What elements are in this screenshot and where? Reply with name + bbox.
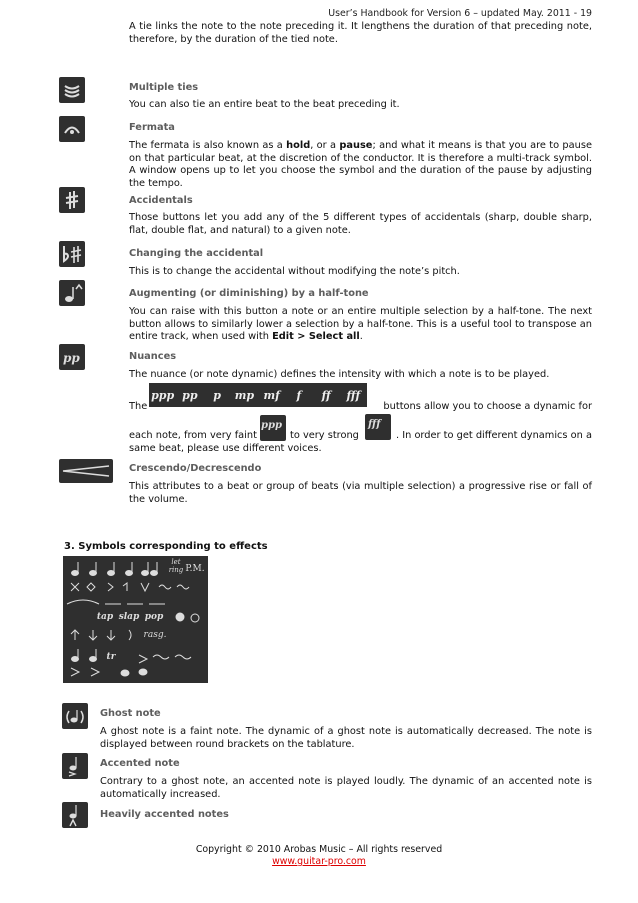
ghost-text: A ghost note is a faint note. The dynamic of a ghost note is automatically decreased. The note is displayed between round brackets on the tablature. bbox=[100, 726, 592, 750]
dynamic-ppp-button[interactable] bbox=[260, 415, 286, 441]
dynamic-fff-button[interactable] bbox=[365, 414, 391, 440]
tap-label: tap bbox=[96, 612, 114, 622]
changing-text: This is to change the accidental without modifying the note’s pitch. bbox=[129, 266, 460, 277]
ghost-heading: Ghost note bbox=[100, 708, 161, 719]
augmenting-heading: Augmenting (or diminishing) by a half-tone bbox=[129, 288, 369, 299]
nuances-each2: to very strong bbox=[290, 430, 359, 441]
sharp-icon[interactable] bbox=[59, 187, 85, 213]
flat-sharp-icon[interactable] bbox=[59, 241, 85, 267]
slap-label: slap bbox=[118, 612, 140, 622]
nuances-buttons-text: buttons allow you to choose a dynamic for bbox=[383, 401, 592, 412]
ghost-note-icon[interactable] bbox=[62, 703, 88, 729]
half-tone-up-icon[interactable] bbox=[59, 280, 85, 306]
nuances-each1: each note, from very faint bbox=[129, 430, 257, 441]
heavily-heading: Heavily accented notes bbox=[100, 809, 229, 820]
nuances-last: same beat, please use different voices. bbox=[129, 443, 322, 454]
accented-text: Contrary to a ghost note, an accented note is played loudly. The dynamic of an accented note is automatically increased. bbox=[100, 776, 592, 800]
trill-label: tr bbox=[106, 652, 116, 662]
svg-text:pp: pp bbox=[63, 351, 80, 365]
page-header: User’s Handbook for Version 6 – updated May. 2011 - 19 bbox=[328, 8, 592, 19]
footer-link-wrap bbox=[0, 856, 638, 867]
nuances-heading: Nuances bbox=[129, 351, 177, 362]
augmenting-text: You can raise with this button a note or an entire multiple selection by a half-tone. The next button allows to similarly lower a selection by a half-tone. This is a useful tool to transpose an entire track, when used with Edit > Select all. bbox=[129, 306, 592, 342]
fermata-icon[interactable] bbox=[59, 116, 85, 142]
let-ring-label: let ring bbox=[168, 558, 184, 574]
dynamic-ff-button[interactable]: ff bbox=[321, 388, 331, 402]
nuances-the: The bbox=[129, 401, 148, 412]
multiple-ties-heading: Multiple ties bbox=[129, 82, 199, 93]
dynamic-mf-button[interactable]: mf bbox=[263, 388, 280, 402]
pop-label: pop bbox=[144, 612, 164, 622]
effects-palette bbox=[63, 556, 208, 683]
multiple-ties-icon[interactable] bbox=[59, 77, 85, 103]
crescendo-icon[interactable] bbox=[59, 459, 113, 483]
crescendo-heading: Crescendo/Decrescendo bbox=[129, 463, 262, 474]
accented-heading: Accented note bbox=[100, 758, 180, 769]
multiple-ties-text: You can also tie an entire beat to the beat preceding it. bbox=[129, 99, 400, 110]
nuance-pp-icon[interactable] bbox=[59, 344, 85, 370]
section-3-heading: 3. Symbols corresponding to effects bbox=[64, 541, 268, 552]
crescendo-text: This attributes to a beat or group of beats (via multiple selection) a progressive rise or fall of the volume. bbox=[129, 481, 592, 505]
accented-note-icon[interactable] bbox=[62, 753, 88, 779]
dynamics-toolbar bbox=[149, 383, 367, 407]
footer-copyright: Copyright © 2010 Arobas Music – All rights reserved bbox=[195, 844, 443, 855]
rasgueado-label: rasg. bbox=[143, 630, 167, 640]
nuances-text: The nuance (or note dynamic) defines the intensity with which a note is to be played. bbox=[129, 369, 550, 380]
dynamic-mp-button[interactable]: mp bbox=[234, 388, 255, 402]
heavily-accented-note-icon[interactable] bbox=[62, 802, 88, 828]
fermata-text: The fermata is also known as a hold, or a pause; and what it means is that you are to pause on that particular beat, at the discretion of the conductor. It is therefore a multi-track symbol. A window opens up to let you choose the symbol and the duration of the pause by adjusting the tempo. bbox=[129, 140, 592, 189]
dynamic-pp-button[interactable]: pp bbox=[182, 388, 198, 402]
tie-text: A tie links the note to the note preceding it. It lengthens the duration of that preceding note, therefore, by the duration of the tied note. bbox=[129, 21, 592, 45]
svg-text:fff: fff bbox=[368, 419, 381, 430]
fermata-heading: Fermata bbox=[129, 122, 175, 133]
svg-text:ppp: ppp bbox=[261, 420, 282, 431]
footer-url-link[interactable]: www.guitar-pro.com bbox=[272, 856, 366, 867]
palm-mute-label: P.M. bbox=[185, 564, 205, 574]
dynamic-ppp-button[interactable]: ppp bbox=[151, 388, 175, 402]
accidentals-heading: Accidentals bbox=[129, 195, 193, 206]
nuances-each3: . In order to get different dynamics on a bbox=[396, 430, 592, 441]
changing-heading: Changing the accidental bbox=[129, 248, 264, 259]
dynamic-f-button[interactable]: f bbox=[296, 388, 302, 402]
dynamic-fff-button[interactable]: fff bbox=[346, 388, 361, 402]
dynamic-p-button[interactable]: p bbox=[213, 388, 221, 402]
accidentals-text: Those buttons let you add any of the 5 different types of accidentals (sharp, double sharp, flat, double flat, and natural) to a given note. bbox=[129, 212, 592, 236]
